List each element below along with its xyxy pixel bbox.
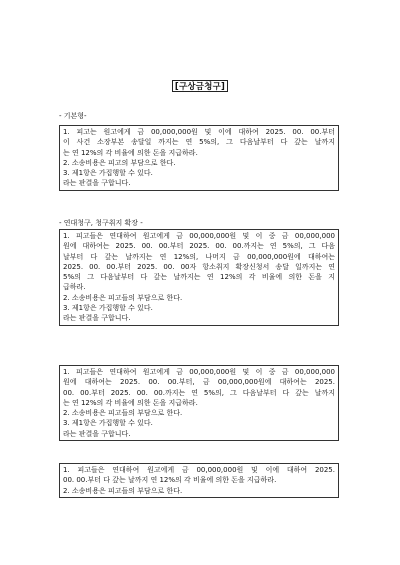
claim-box-joint-simple	[59, 463, 339, 498]
claim-line: 급하라.	[63, 283, 86, 292]
claim-line: 1. 피고들은 연대하여 원고에게 금 00,000,000원 및 이 중 금 00,000,000	[63, 232, 335, 240]
claim-line: 1. 피고는 원고에게 금 00,000,000원 및 이에 대하여 2025. 00. 00.부터	[63, 128, 335, 136]
claim-line: 라는 판결을 구합니다.	[63, 314, 131, 323]
claim-line: 00. 00.부터 다 갚는 날까지 연 12%의 각 비율에 의한 돈을 지급하라.	[63, 476, 277, 485]
claim-line: 3. 제1항은 가집행할 수 있다.	[63, 169, 153, 178]
claim-line: 원에 대하여는 2025. 00. 00.부터 2025. 00. 00.까지는 연 5%의, 그 다음	[63, 242, 335, 251]
section-label-joint-expansion: - 연대청구, 청구취지 확장 -	[59, 219, 143, 227]
claim-line: 라는 판결을 구합니다.	[63, 429, 131, 438]
page-title	[0, 80, 400, 92]
claim-line: 00. 00.부터 2025. 00. 00.까지는 연 5%의, 그 다음날부터 다 갚는 날까지	[63, 388, 335, 397]
claim-line: 1. 피고들은 연대하여 원고에게 금 00,000,000원 및 이 중 금 00,000,000	[63, 368, 335, 376]
claim-line: 2025. 00. 00.부터 2025. 00. 00자 항소취지 확장신청서 송달 일까지는 연	[63, 262, 335, 271]
claim-line: 2. 소송비용은 피고의 부담으로 한다.	[63, 158, 176, 167]
section-label-basic: - 기본형-	[59, 112, 87, 120]
claim-line: 라는 판결을 구합니다.	[63, 179, 131, 188]
claim-line: 원에 대하여는 2025. 00. 00.부터, 금 00,000,000원에 대하여는 2025.	[63, 378, 335, 387]
claim-line: 는 연 12%의 각 비율에 의한 돈을 지급하라.	[63, 148, 198, 157]
claim-box-basic	[59, 125, 339, 191]
claim-box-joint-partial	[59, 365, 339, 441]
claim-line: 3. 제1항은 가집행할 수 있다.	[63, 303, 153, 312]
claim-line: 2. 소송비용은 피고들의 부담으로 한다.	[63, 409, 183, 418]
claim-line: 2. 소송비용은 피고들의 부담으로 한다.	[63, 293, 183, 302]
claim-line: 5%의 그 다음날부터 다 갚는 날까지는 연 12%의 각 비율에 의한 돈을 지	[63, 273, 335, 282]
page-title-text: [구상금청구]	[172, 80, 228, 92]
claim-line: 3. 제1항은 가집행할 수 있다.	[63, 419, 153, 428]
claim-line: 1. 피고들은 연대하여 원고에게 금 00,000,000원 및 이에 대하여 2025.	[63, 466, 335, 474]
claim-line: 는 연 12%의 각 비율에 의한 돈을 지급하라.	[63, 398, 198, 407]
claim-box-joint-expansion	[59, 229, 339, 326]
claim-line: 이 사건 소장부본 송달일 까지는 연 5%의, 그 다음날부터 다 갚는 날까지	[63, 138, 335, 147]
claim-line: 날부터 다 갚는 날까지는 연 12%의, 나머지 금 00,000,000원에 대하여는	[63, 252, 335, 261]
claim-line: 2. 소송비용은 피고들의 부담으로 한다.	[63, 486, 183, 495]
